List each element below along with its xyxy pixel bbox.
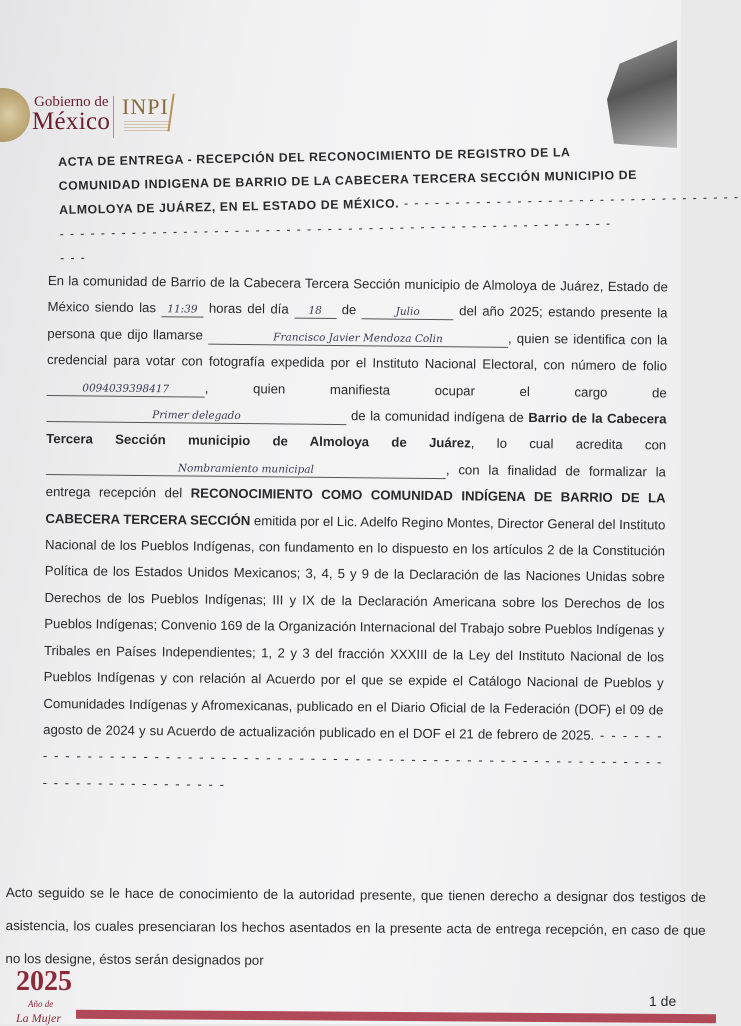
hora-field: 11:39 xyxy=(161,303,203,318)
mexico-label: México xyxy=(32,108,111,135)
title-line-2: COMUNIDAD INDIGENA DE BARRIO DE LA CABECERA TERCERA SECCIÓN MUNICIPIO DE xyxy=(58,167,638,193)
body-text-10: , con la finalidad de formalizar la entrega recepción del xyxy=(45,462,666,501)
body-text-6: , quien manifiesta ocupar el cargo de xyxy=(204,380,667,401)
body-text-12: emitida por el Lic. Adelfo Regino Montes, Director General del Instituto Nacional de los Pueblos Indígenas, con fundamento en lo dispuesto en los artículos 2 de la Constitución Política de los Estados Unidos Mexicanos; 3, 4, 5 y 9 de la Declaración de las Naciones Unidas sobre Derechos de los Pueblos Indígenas; III y IX de la Declaración Americana sobre los Derechos de los Pueblos Indígenas; Convenio 169 de la Organización Internacional del Trabajo sobre Pueblos Indígenas y Tribales en Países Independientes; 1, 2 y 3 del fracción XXXIII de la Ley del Instituto Nacional de los Pueblos Indígenas y con relación al Acuerdo por el que se expide el Catálogo Nacional de Pueblos y Comunidades Indígenas y Afromexicanas, publicado en el Diario Oficial de la Federación (DOF) el 09 de agosto de 2024 y su Acuerdo de actualización publicado en el DOF el 21 de febrero de 2025. xyxy=(43,512,666,743)
main-paragraph xyxy=(42,268,667,803)
title-line-1: ACTA DE ENTREGA - RECEPCIÓN DEL RECONOCIMIENTO DE REGISTRO DE LA xyxy=(58,145,571,169)
logo-divider xyxy=(113,96,114,138)
body-text-5: , quien se identifica con la credencial para votar con fotografía expedida por el Instituto Nacional Electoral, con número de folio xyxy=(46,330,668,374)
body-text-11-bold: RECONOCIMIENTO COMO COMUNIDAD INDÍGENA DE BARRIO DE LA CABECERA TERCERA SECCIÓN xyxy=(45,485,666,528)
dia-field: 18 xyxy=(294,304,336,319)
body-text-8-bold: Barrio de la Cabecera Tercera Sección municipio de Almoloya de Juárez xyxy=(46,410,667,451)
coat-of-arms-icon xyxy=(0,88,30,142)
folio-field: 0094039398417 xyxy=(47,381,205,398)
document-title xyxy=(58,139,740,270)
mes-field: Julio xyxy=(362,305,454,321)
feather-icon xyxy=(167,94,180,133)
title-dashes-1: - - - - - - - - - - - - - - - - - - - - - - - - - - - - - - - - - xyxy=(399,189,740,211)
footer-bar xyxy=(76,1010,716,1023)
body-dashes: - - - - - - - - - - - - - - - - - - - - - - - - - - - - - - - - - - - - - - - - - - - - - - - - - - - - - - - - - - - - - - - - - - - - - - - - - - - - - - - xyxy=(42,727,664,792)
title-line-3: ALMOLOYA DE JUÁREZ, EN EL ESTADO DE MÉXICO. xyxy=(59,196,400,217)
body-text-3: de xyxy=(336,302,362,318)
body-text-1: En la comunidad de Barrio de la Cabecera Tercera Sección municipio de Almoloya de Juárez, Estado de México siendo las xyxy=(47,272,668,316)
footer-mujer-label: La Mujer xyxy=(16,1011,61,1025)
second-paragraph-text: Acto seguido se le hace de conocimiento de la autoridad presente, que tienen derecho a designar dos testigos de asistencia, los cuales presenciaran los hechos asentados en la presente acta de entrega recepción, en caso de que no los designe, éstos serán designados por xyxy=(5,884,706,968)
body-text-4: del año 2025; estando presente la persona que dijo llamarse xyxy=(47,303,668,343)
inpi-logo: INPI xyxy=(122,94,169,119)
body-text-2: horas del día xyxy=(203,301,295,317)
cargo-field: Primer delegado xyxy=(46,407,346,425)
second-paragraph xyxy=(5,876,706,980)
gobierno-label: Gobierno de xyxy=(34,94,109,110)
body-text-7: de la comunidad indígena de xyxy=(346,408,529,426)
footer-ano-label: Año de xyxy=(28,999,54,1009)
page-number: 1 de xyxy=(649,993,677,1009)
inpi-subtitle-mark xyxy=(124,121,170,133)
nombre-field: Francisco Javier Mendoza Colin xyxy=(208,329,508,347)
footer-year: 2025 xyxy=(16,966,72,997)
heroine-banner-image xyxy=(607,40,677,148)
letterhead xyxy=(0,86,681,146)
body-text-9: , lo cual acredita con xyxy=(470,435,667,453)
title-dashes-3: - - - xyxy=(59,250,87,265)
acredita-field: Nombramiento municipal xyxy=(46,460,446,479)
title-dashes-2: - - - - - - - - - - - - - - - - - - - - - - - - - - - - - - - - - - - - - - - - - - - - - - - - - - - - - - xyxy=(59,216,612,241)
